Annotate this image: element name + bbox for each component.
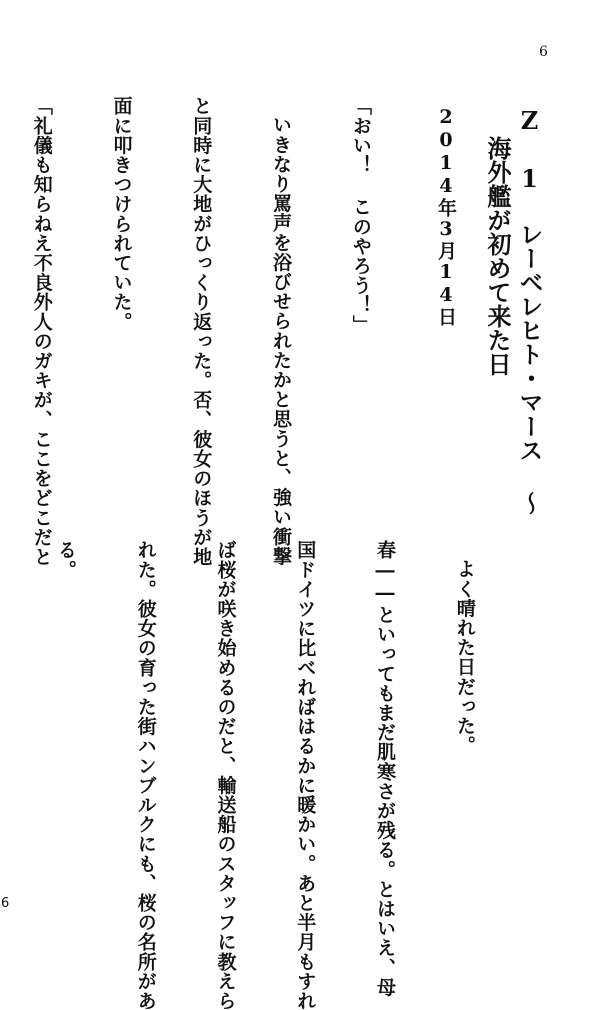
- top-paragraph-5: 「礼儀も知らねえ不良外人のガキが、ここをどこだと: [30, 96, 53, 567]
- chapter-subtitle: 海外艦が初めて来た日: [483, 136, 512, 376]
- top-paragraph-2: いきなり罵声を浴びせられたかと思うと、強い衝撃: [270, 115, 293, 566]
- chapter-date: 2014年3月14日: [435, 106, 457, 327]
- bottom-paragraph-1: よく晴れた日だった。: [453, 559, 476, 755]
- top-paragraph-4: 面に叩きつけられていた。: [110, 96, 133, 332]
- bottom-paragraph-3: 国ドイツに比べればはるかに暖かい。あと半月もすれ: [294, 540, 317, 1010]
- bottom-paragraph-6: る。: [54, 540, 77, 580]
- top-paragraph-1: 「おい！ このやろう！」: [349, 96, 372, 335]
- bottom-paragraph-2: 春――といってもまだ肌寒さが残る。とはいえ、母: [374, 540, 397, 997]
- bottom-paragraph-5: れた。彼女の育った街ハンブルクにも、桜の名所があ: [134, 540, 157, 1010]
- page-number-bottom: 6: [1, 896, 10, 911]
- top-paragraph-3: と同時に大地がひっくり返った。否、彼女のほうが地: [190, 96, 213, 567]
- chapter-title: Z 1 レーベレヒト・マース ～: [515, 106, 544, 515]
- bottom-paragraph-4: ば桜が咲き始めるのだと、輸送船のスタッフに教えら: [214, 540, 237, 1010]
- bottom-text-block: [0, 540, 531, 1010]
- top-text-block: [0, 96, 427, 567]
- chapter-heading: [481, 106, 545, 515]
- page-number-top: 6: [539, 44, 548, 60]
